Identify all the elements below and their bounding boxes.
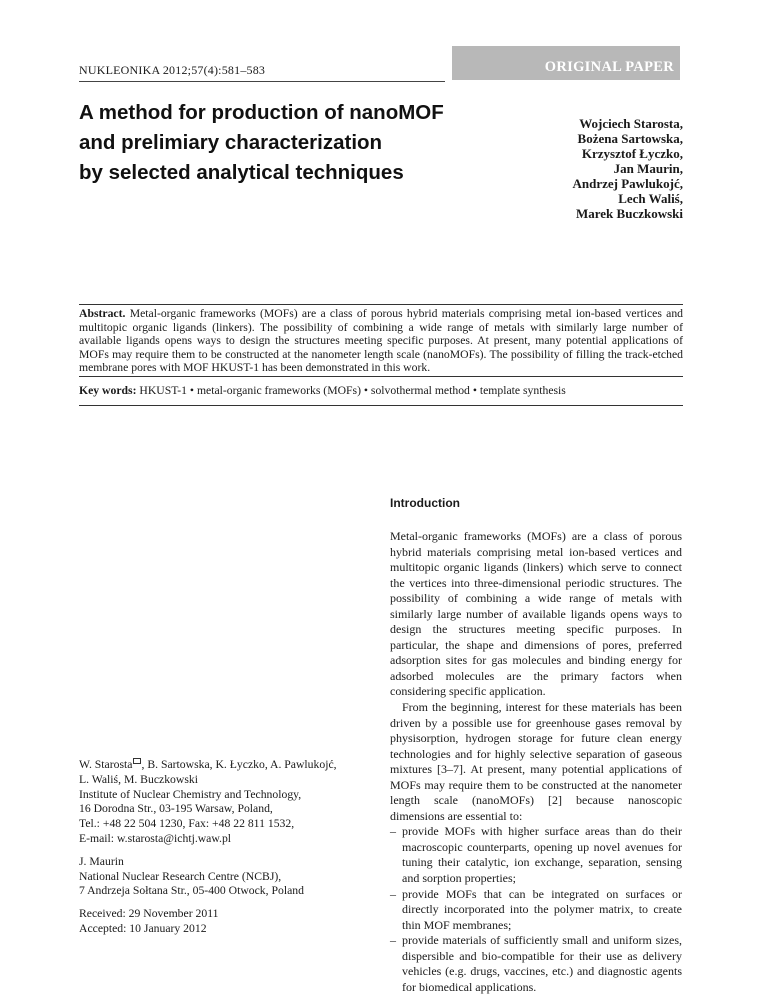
corresponding-author: W. Starosta bbox=[79, 758, 133, 771]
title-line: and prelimiary characterization bbox=[79, 131, 383, 154]
affiliation-block bbox=[79, 758, 369, 937]
affiliation-line: L. Waliś, M. Buczkowski bbox=[79, 772, 198, 786]
title-line: A method for production of nanoMOF bbox=[79, 101, 444, 124]
affiliation-line: 16 Dorodna Str., 03-195 Warsaw, Poland, bbox=[79, 802, 273, 816]
affiliation-line: Institute of Nuclear Chemistry and Technology, bbox=[79, 787, 302, 801]
dash-bullet-icon: – bbox=[390, 886, 396, 901]
journal-citation: NUKLEONIKA 2012;57(4):581–583 bbox=[79, 63, 266, 77]
spacer bbox=[79, 847, 369, 855]
header-rule bbox=[79, 81, 445, 82]
article-type-badge bbox=[452, 46, 680, 80]
introduction-body bbox=[390, 529, 682, 995]
list-item bbox=[390, 824, 682, 886]
affiliation-authors-line bbox=[79, 758, 369, 773]
author-list bbox=[500, 116, 683, 221]
title-line: by selected analytical techniques bbox=[79, 161, 404, 184]
author-name: Bożena Sartowska, bbox=[577, 131, 683, 146]
article-type-label: ORIGINAL PAPER bbox=[544, 59, 674, 75]
paper-title bbox=[79, 98, 499, 188]
list-item bbox=[390, 887, 682, 934]
abstract bbox=[79, 307, 683, 375]
affiliation-line: Tel.: +48 22 504 1230, Fax: +48 22 811 1532, bbox=[79, 817, 295, 831]
author-name: Andrzej Pawlukojć, bbox=[572, 176, 683, 191]
section-heading: Introduction bbox=[390, 496, 460, 510]
author-name: Wojciech Starosta, bbox=[579, 116, 683, 131]
abstract-label: Abstract. bbox=[79, 307, 126, 320]
received-date: Received: 29 November 2011 bbox=[79, 907, 219, 921]
list-item bbox=[390, 933, 682, 995]
keywords-label: Key words: bbox=[79, 384, 137, 397]
abstract-text: Metal-organic frameworks (MOFs) are a class of porous hybrid materials comprising metal ion-based vertices and multitopic organic ligands (linkers). The possibility of combining a wide range of metals with similarly large number of available ligands opens ways to design the structures meeting specific purposes. At present, many potential applications of MOFs may require them to be constructed at the nanometer length scale (nanoMOFs). The possibility of filling the track-etched membrane pores with MOF HKUST-1 has been demonstrated in this work. bbox=[79, 307, 684, 375]
author-name: Krzysztof Łyczko, bbox=[581, 146, 683, 161]
list-item-text: provide materials of sufficiently small and uniform sizes, dispersible and bio-compatible for their use as delivery vehicles (e.g. drugs, vaccines, etc.) and diagnostic agents for biomedical applications. bbox=[402, 933, 682, 994]
author-name: Jan Maurin, bbox=[613, 161, 683, 176]
envelope-icon bbox=[133, 758, 141, 764]
paragraph: Metal-organic frameworks (MOFs) are a class of porous hybrid materials comprising metal ion-based vertices and multitopic organic ligands (linkers) which serve to connect the vertices into three-dimensional periodic structures. The possibility of combining a wide range of metals with similarly large number of available ligands opens ways to design the structures meeting specific purposes. In particular, the shape and dimensions of pores, preferred adsorption sites for gas molecules and binding energy for adsorbed molecules are the primary factors when considering specific application. bbox=[390, 529, 682, 699]
bullet-list bbox=[390, 824, 682, 995]
affiliation-line: 7 Andrzeja Sołtana Str., 05-400 Otwock, Poland bbox=[79, 884, 304, 898]
affiliation-line: J. Maurin bbox=[79, 854, 124, 868]
accepted-date: Accepted: 10 January 2012 bbox=[79, 921, 207, 935]
coauthors-text: , B. Sartowska, K. Łyczko, A. Pawlukojć, bbox=[141, 758, 337, 771]
dash-bullet-icon: – bbox=[390, 933, 396, 948]
keywords-rule bbox=[79, 405, 683, 406]
affiliation-line: National Nuclear Research Centre (NCBJ), bbox=[79, 869, 282, 883]
abstract-bottom-rule bbox=[79, 376, 683, 377]
list-item-text: provide MOFs that can be integrated on surfaces or directly incorporated into the polymer matrix, to create thin MOF membranes; bbox=[402, 886, 682, 932]
affiliation-email: E-mail: w.starosta@ichtj.waw.pl bbox=[79, 831, 232, 845]
keywords bbox=[79, 384, 683, 398]
author-name: Lech Waliś, bbox=[618, 191, 683, 206]
keywords-text: HKUST-1 • metal-organic frameworks (MOFs) • solvothermal method • template synthesis bbox=[139, 384, 566, 397]
spacer bbox=[79, 899, 369, 907]
abstract-top-rule bbox=[79, 304, 683, 305]
paragraph: From the beginning, interest for these materials has been driven by a possible use for greenhouse gases removal by physisorption, hydrogen storage for future clean energy technologies and for highly selective separation of gaseous mixtures [3–7]. At present, many potential applications of MOFs may require them to be constructed at the nanometer length scale (nanoMOFs) [2] because nanoscopic dimensions are essential to: bbox=[390, 700, 682, 823]
author-name: Marek Buczkowski bbox=[575, 206, 683, 221]
list-item-text: provide MOFs with higher surface areas than do their macroscopic counterparts, opening up novel avenues for tuning their catalytic, ion exchange, separation, sensing and sorption properties; bbox=[402, 824, 682, 886]
dash-bullet-icon: – bbox=[390, 824, 396, 839]
